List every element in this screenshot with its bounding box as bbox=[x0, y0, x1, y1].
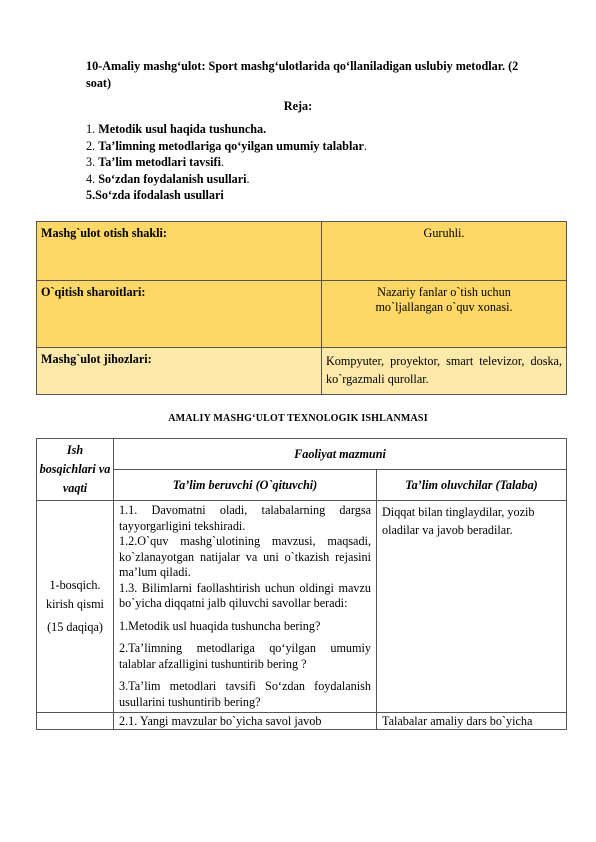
stage-cell bbox=[37, 501, 114, 713]
plan-item-text: Ta’limning metodlariga qo‘yilgan umumiy talablar bbox=[98, 138, 364, 153]
student-activity: Talabalar amaliy dars bo`yicha bbox=[377, 713, 567, 730]
stage-part: kirish qismi bbox=[46, 597, 104, 611]
info-value: Guruhli. bbox=[322, 222, 567, 281]
header-stage: Ish bosqichlari va vaqti bbox=[37, 439, 114, 501]
plan-item-suffix: . bbox=[246, 171, 250, 186]
lesson-plan-table bbox=[36, 438, 567, 730]
teacher-activity: 2.1. Yangi mavzular bo`yicha savol javob bbox=[114, 713, 377, 730]
plan-item-text: Metodik usul haqida tushuncha. bbox=[98, 122, 267, 136]
plan-item-text: So‘zda ifodalash usullari bbox=[95, 188, 224, 202]
table-row bbox=[37, 348, 567, 395]
info-label: Mashg`ulot jihozlari: bbox=[37, 348, 322, 395]
stage-time: (15 daqiqa) bbox=[47, 620, 103, 634]
info-label: O`qitish sharoitlari: bbox=[37, 281, 322, 348]
plan-item-number: 2. bbox=[86, 138, 96, 153]
table-header-row bbox=[37, 470, 567, 501]
plan-item bbox=[86, 138, 367, 155]
activity-item: 1.1. Davomatni oladi, talabalarning dargsa tayyorgarligini tekshiradi. bbox=[119, 503, 371, 533]
plan-item-suffix: . bbox=[220, 155, 225, 169]
page-title: 10-Amaliy mashg‘ulot: Sport mashg‘ulotlarida qo‘llaniladigan uslubiy metodlar. (2 soat) bbox=[86, 59, 519, 90]
activity-item: 1.3. Bilimlarni faollashtirish uchun oldingi mavzu bo`yicha diqqatni jalb qiluvchi savollar beradi: bbox=[119, 580, 371, 610]
plan-item-number: 5. bbox=[86, 188, 96, 202]
lesson-info-table bbox=[36, 221, 567, 395]
header-teacher: Ta’lim beruvchi (O`qituvchi) bbox=[114, 470, 377, 501]
question-item: 1.Metodik usl huaqida tushuncha bering? bbox=[119, 618, 321, 633]
table-row bbox=[37, 713, 567, 730]
plan-item-number: 3. bbox=[86, 155, 96, 169]
table-row bbox=[37, 501, 567, 713]
teacher-activity bbox=[114, 501, 377, 713]
table-header-row bbox=[37, 439, 567, 470]
activity-item: 1.2.O`quv mashg`ulotining mavzusi, maqsadi, ko`zlanayotgan natijalar va uni o`tkazish rejasini ma’lum qiladi. bbox=[119, 534, 371, 579]
plan-item bbox=[86, 154, 367, 171]
plan-item bbox=[86, 121, 367, 138]
info-label: Mashg`ulot otish shakli: bbox=[37, 222, 322, 281]
plan-item-text: So‘zdan foydalanish usullari bbox=[98, 171, 247, 186]
info-value: Kompyuter, proyektor, smart televizor, doska, ko`rgazmali qurollar. bbox=[322, 348, 567, 395]
student-activity: Diqqat bilan tinglaydilar, yozib oladilar va javob beradilar. bbox=[377, 501, 567, 713]
section-title: AMALIY MASHG‘ULOT TEXNOLOGIK ISHLANMASI bbox=[168, 413, 428, 424]
table-row bbox=[37, 222, 567, 281]
plan-item-suffix: . bbox=[363, 138, 367, 153]
plan-heading: Reja: bbox=[283, 99, 313, 113]
info-value-line: mo`ljallangan o`quv xonasi. bbox=[375, 300, 513, 314]
plan-item bbox=[86, 187, 367, 204]
plan-item-number: 4. bbox=[86, 171, 96, 186]
plan-item-text: Ta’lim metodlari tavsifi bbox=[98, 155, 221, 169]
header-content: Faoliyat mazmuni bbox=[114, 439, 567, 470]
header-student: Ta’lim oluvchilar (Talaba) bbox=[377, 470, 567, 501]
plan-item-number: 1. bbox=[86, 122, 96, 136]
question-item: 2.Ta’limning metodlariga qo‘yilgan umumiy talablar afzalligini tushuntirib bering ? bbox=[119, 641, 371, 671]
info-value-line: Nazariy fanlar o`tish uchun bbox=[377, 285, 511, 299]
stage-name: 1-bosqich. bbox=[49, 578, 101, 592]
plan-list bbox=[86, 121, 367, 204]
question-item: 3.Ta’lim metodlari tavsifi So‘zdan foydalanish usullarini tushuntirib bering? bbox=[119, 679, 371, 709]
plan-item bbox=[86, 171, 367, 188]
info-value bbox=[322, 281, 567, 348]
stage-cell bbox=[37, 713, 114, 730]
table-row bbox=[37, 281, 567, 348]
